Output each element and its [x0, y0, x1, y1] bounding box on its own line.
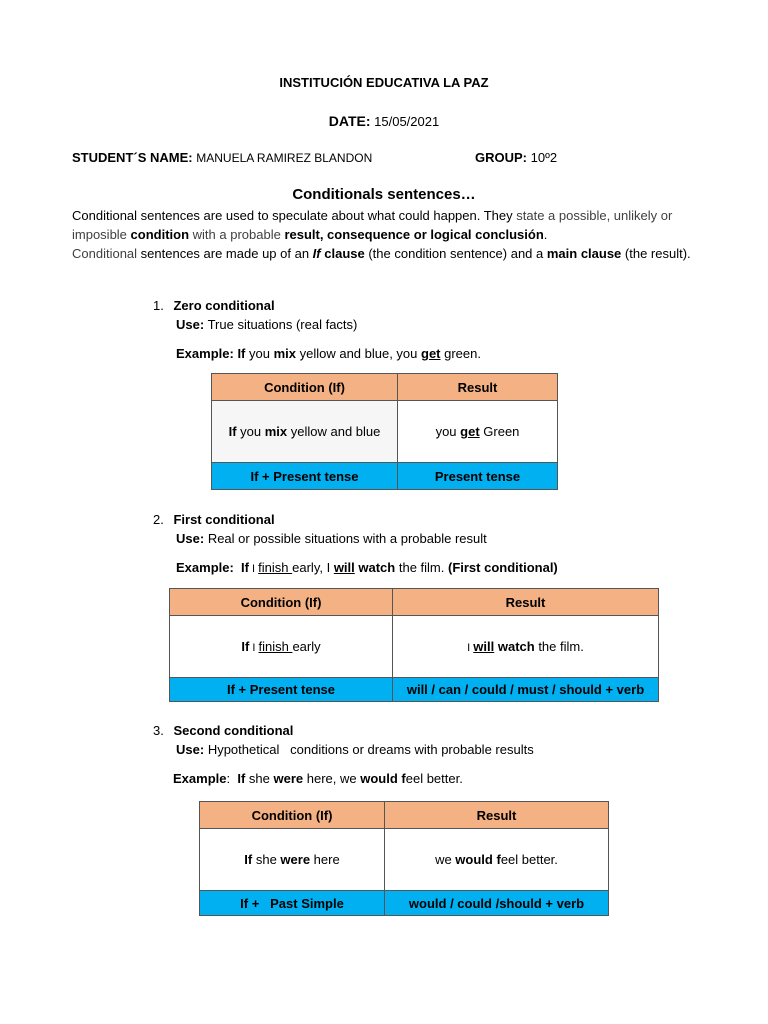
section-zero-use: Use: True situations (real facts) — [176, 317, 358, 332]
intro-paragraph-1: Conditional sentences are used to speculate about what could happen. They state a possible, unlikely or imposible condition with a probable result, consequence or logical conclusión. — [72, 208, 673, 242]
section-second-use: Use: Hypothetical conditions or dreams with probable results — [176, 742, 534, 757]
section-second-heading: 3. Second conditional — [153, 723, 294, 738]
section-first-heading: 2. First conditional — [153, 512, 275, 527]
group-value: 10º2 — [530, 150, 558, 165]
table-header-condition: Condition (If) — [212, 374, 398, 401]
group-line — [475, 150, 557, 165]
section-zero-example: Example: If you mix yellow and blue, you get green. — [176, 346, 481, 361]
table-header-result: Result — [398, 374, 558, 401]
student-line — [72, 150, 372, 165]
table-header-result: Result — [385, 802, 609, 829]
table-header-condition: Condition (If) — [170, 589, 393, 616]
table-footer-result: will / can / could / must / should + verb — [393, 678, 659, 702]
student-label: STUDENT´S NAME: — [72, 150, 193, 165]
section-zero-heading: 1. Zero conditional — [153, 298, 275, 313]
zero-conditional-table — [211, 373, 558, 490]
table-cell-condition: If I finish early — [170, 616, 393, 678]
group-label: GROUP: — [475, 150, 527, 165]
first-conditional-table — [169, 588, 659, 702]
table-footer-condition: If + Present tense — [212, 463, 398, 490]
table-cell-result: you get Green — [398, 401, 558, 463]
table-header-condition: Condition (If) — [200, 802, 385, 829]
table-cell-result: we would feel better. — [385, 829, 609, 891]
section-first-use: Use: Real or possible situations with a probable result — [176, 531, 487, 546]
date-line — [0, 113, 768, 129]
student-value: MANUELA RAMIREZ BLANDON — [196, 151, 373, 165]
section-first-example: Example: If I finish early, I will watch the film. (First conditional) — [176, 560, 558, 575]
section-second-example: Example: If she were here, we would feel better. — [173, 771, 463, 786]
date-value: 15/05/2021 — [374, 114, 440, 129]
table-footer-condition: If + Past Simple — [200, 891, 385, 916]
table-header-result: Result — [393, 589, 659, 616]
school-name: INSTITUCIÓN EDUCATIVA LA PAZ — [279, 75, 489, 90]
table-footer-condition: If + Present tense — [170, 678, 393, 702]
second-conditional-table — [199, 801, 609, 916]
table-cell-condition: If she were here — [200, 829, 385, 891]
table-cell-condition: If you mix yellow and blue — [212, 401, 398, 463]
table-footer-result: Present tense — [398, 463, 558, 490]
intro-title: Conditionals sentences… — [292, 186, 476, 203]
table-footer-result: would / could /should + verb — [385, 891, 609, 916]
table-cell-result: I will watch the film. — [393, 616, 659, 678]
intro-paragraph-2: Conditional sentences are made up of an If clause (the condition sentence) and a main clause (the result). — [72, 246, 691, 261]
date-label: DATE: — [328, 113, 371, 129]
